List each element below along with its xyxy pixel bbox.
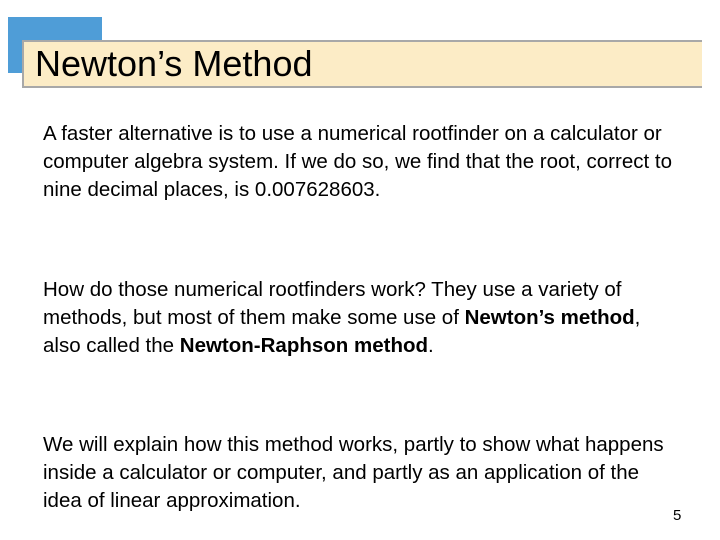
term-newton-raphson-method: Newton-Raphson method xyxy=(179,334,429,357)
page-number: 5 xyxy=(673,507,682,524)
paragraph-explanation: We will explain how this method works, partly to show what happens inside a calculator or computer, and partly as an application of the idea of linear approximation. xyxy=(43,433,664,512)
slide-title: Newton’s Method xyxy=(35,43,313,84)
paragraph-text: , also called the xyxy=(43,306,641,357)
paragraph-text: How do those numerical rootfinders work? They use a variety of methods, but most of them make some use of xyxy=(43,278,622,329)
paragraph-rootfinder: A faster alternative is to use a numerical rootfinder on a calculator or computer algebra system. If we do so, we find that the root, correct to nine decimal places, is 0.007628603. xyxy=(43,122,672,201)
paragraph-how-rootfinders-work xyxy=(43,276,683,360)
term-newtons-method: Newton’s method xyxy=(464,306,635,329)
paragraph-text: . xyxy=(428,334,434,357)
